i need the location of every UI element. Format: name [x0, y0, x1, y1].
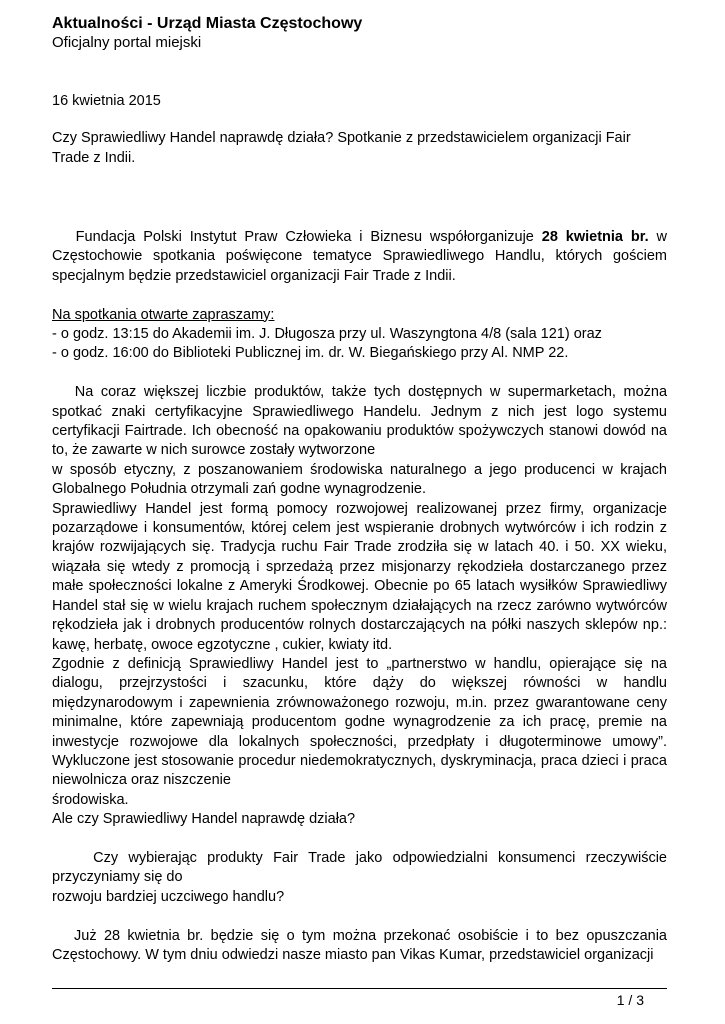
paragraph-1: Na coraz większej liczbie produktów, także tych dostępnych w supermarketach, można spotkać znaki certyfikacyjne Sprawiedliwego Handelu. Jednym z nich jest logo systemu certyfikacji Fairtrade. Ich obecność na opakowaniu produktów spożywczych stanowi dowód na to, że zawarte w nich surowce zostały wytworzone: [52, 384, 672, 459]
page-number: 1 / 3: [616, 992, 644, 1008]
paragraph-5: środowiska.: [52, 791, 129, 808]
article-date: 16 kwietnia 2015: [52, 93, 161, 109]
intro-paragraph: [52, 228, 672, 286]
paragraph-3: Sprawiedliwy Handel jest formą pomocy rozwojowej realizowanej przez firmy, organizacje pozarządowe i konsumentów, której celem jest wspieranie drobnych wytwórców i ich rodzin z krajów rozwijających się. Tradycja ruchu Fair Trade zrodziła się w latach 40. i 50. XX wieku, wiązała się wtedy z promocją i sprzedażą przez misjonarzy rękodzieła dostarczanego przez małe społeczności lokalne z Ameryki Środkowej. Obecnie po 65 latach wysiłków Sprawiedliwy Handel stał się w wielu krajach ruchem społecznym działających na rzecz zarówno wytwórców rękodzieła jak i drobnych producentów rolnych dostarczających na półki naszych sklepów np.: kawę, herbatę, owoce egzotyczne , cukier, kwiaty itd.: [52, 500, 667, 653]
site-title: Aktualności - Urząd Miasta Częstochowy: [52, 15, 363, 32]
document-page: [52, 14, 672, 965]
invite-item-1: - o godz. 13:15 do Akademii im. J. Długosza przy ul. Waszyngtona 4/8 (sala 121) oraz: [52, 326, 602, 343]
paragraph-8: rozwoju bardziej uczciwego handlu?: [52, 888, 285, 905]
invite-item-2: - o godz. 16:00 do Biblioteki Publicznej im. dr. W. Biegańskiego przy Al. NMP 22.: [52, 345, 569, 362]
intro-text-start: Fundacja Polski Instytut Praw Człowieka i Biznesu współorganizuje: [52, 229, 542, 245]
paragraph-6: Ale czy Sprawiedliwy Handel naprawdę działa?: [52, 811, 356, 828]
invite-heading: Na spotkania otwarte zapraszamy:: [52, 306, 275, 323]
paragraph-2: w sposób etyczny, z poszanowaniem środowiska naturalnego a jego producenci w krajach Globalnego Południa otrzymali zań godne wynagrodzenie.: [52, 461, 667, 498]
article-title: Czy Sprawiedliwy Handel naprawdę działa? Spotkanie z przedstawicielem organizacji Fair Trade z Indii.: [52, 130, 631, 166]
article-body: [52, 228, 672, 965]
site-subtitle: Oficjalny portal miejski: [52, 34, 202, 51]
intro-text-end: w Częstochowie spotkania poświęcone tematyce Sprawiedliwego Handlu, których gościem specjalnym będzie przedstawiciel organizacji Fair Trade z Indii.: [52, 229, 672, 284]
paragraph-7: Czy wybierając produkty Fair Trade jako odpowiedzialni konsumenci rzeczywiście przyczyniamy się do: [52, 849, 672, 886]
paragraph-4: Zgodnie z definicją Sprawiedliwy Handel jest to „partnerstwo w handlu, opierające się na dialogu, przejrzystości i szacunku, które dąży do większej równości w handlu międzynarodowym i zapewnienia zrównoważonego rozwoju, m.in. przez gwarantowane ceny minimalne, które zapewniają producentom godne wynagrodzenie za ich pracę, premie na inwestycje rozwojowe dla lokalnych społeczności, przedpłaty i długoterminowe umowy”. Wykluczone jest stosowanie procedur niedemokratycznych, dyskryminacja, praca dzieci i praca niewolnicza oraz niszczenie: [52, 655, 667, 789]
intro-date-bold: 28 kwietnia br.: [541, 229, 649, 245]
footer-divider: [52, 988, 667, 989]
paragraph-9: Już 28 kwietnia br. będzie się o tym można przekonać osobiście i to bez opuszczania Częstochowy. W tym dniu odwiedzi nasze miasto pan Vikas Kumar, przedstawiciel organizacji: [52, 927, 672, 963]
